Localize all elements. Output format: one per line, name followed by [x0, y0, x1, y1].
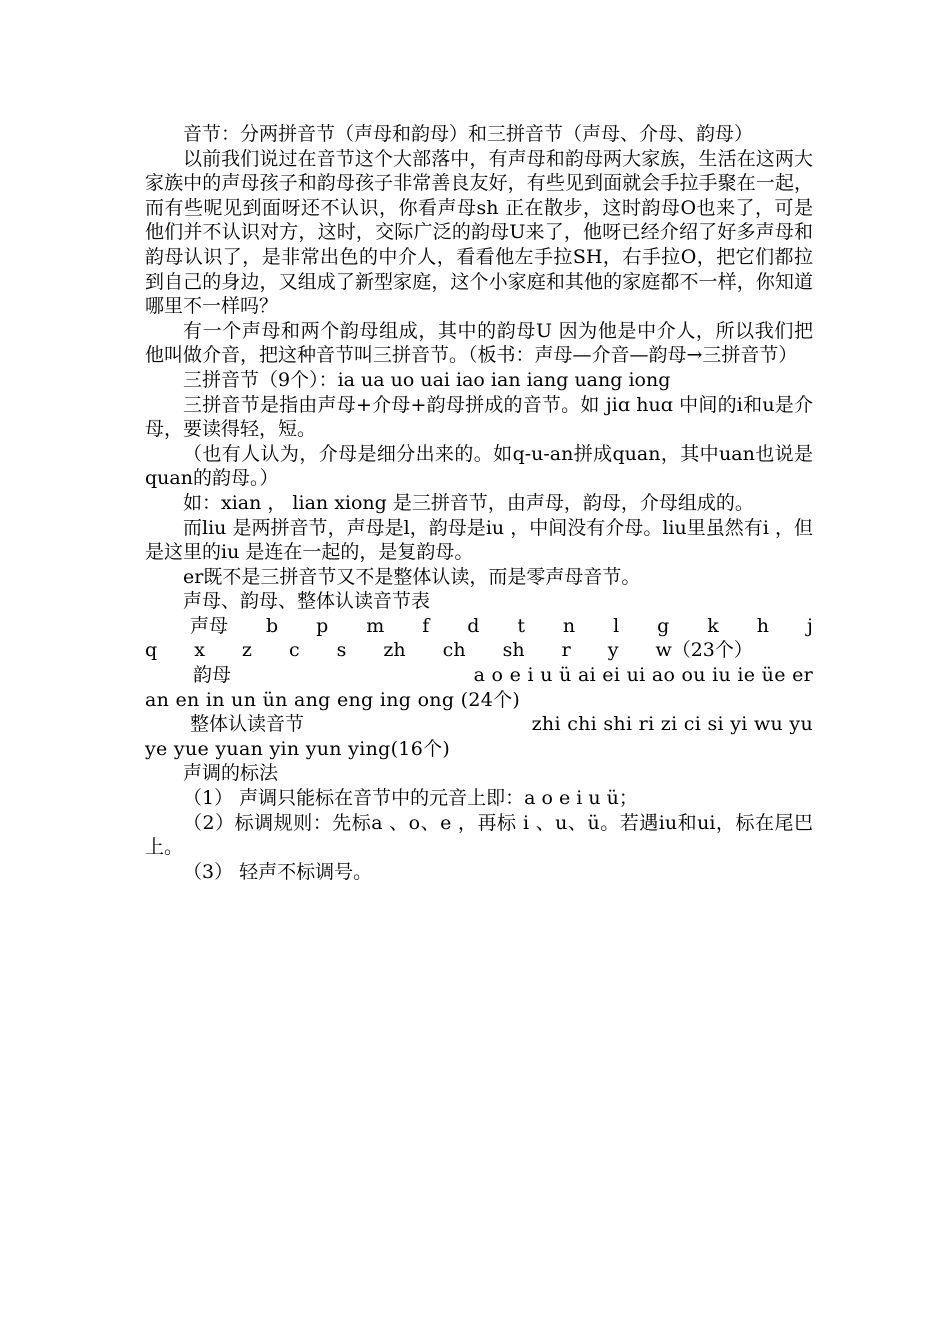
tone-rule-2: （2）标调规则：先标a 、o、e ，再标 i 、u、ü。若遇iu和ui，标在尾巴上。: [145, 811, 813, 859]
shengmu-item: t: [517, 614, 525, 637]
shengmu-item: x: [194, 639, 205, 662]
shengmu-item: f: [422, 614, 430, 637]
tone-rule-1: （1） 声调只能标在音节中的元音上即：a o e i u ü；: [183, 787, 638, 810]
shengmu-item: z: [241, 639, 252, 662]
table-heading: 声母、韵母、整体认读音节表: [183, 590, 431, 613]
shengmu-item: ch: [442, 639, 466, 662]
zhengti-label: 整体认读音节: [190, 713, 305, 736]
er-note: er既不是三拼音节又不是整体认读，而是零声母音节。: [183, 565, 641, 588]
syllable-definition: 音节：分两拼音节（声母和韵母）和三拼音节（声母、介母、韵母）: [183, 123, 754, 145]
shengmu-item: m: [366, 614, 385, 637]
shengmu-item: h: [756, 614, 769, 637]
shengmu-item: j: [806, 614, 813, 637]
shengmu-item: sh: [502, 639, 525, 662]
zhengti-list-1: zhi chi shi ri zi ci si yi wu yu: [531, 713, 813, 736]
document-body: [145, 122, 813, 884]
yunmu-list-2: an en in un ün ang eng ing ong (24个): [145, 688, 521, 711]
shengmu-item: k: [707, 614, 719, 637]
medial-explanation: 有一个声母和两个韵母组成，其中的韵母U 因为他是中介人，所以我们把他叫做介音，把这种音节叫三拼音节。（板书：声母—介音—韵母→三拼音节）: [145, 319, 813, 367]
tone-heading: 声调的标法: [183, 762, 279, 785]
shengmu-item: p: [316, 614, 329, 637]
shengmu-item: zh: [383, 639, 406, 662]
shengmu-item: b: [265, 614, 279, 637]
shengmu-item: s: [336, 639, 347, 662]
shengmu-row-1: [145, 614, 813, 639]
shengmu-item: l: [613, 614, 620, 637]
example-line: 如：xian ， lian xiong 是三拼音节，由声母，韵母，介母组成的。: [183, 491, 754, 514]
shengmu-item: q: [145, 639, 158, 662]
shengmu-item: g: [657, 614, 670, 637]
shengmu-row-2: [145, 638, 813, 663]
triple-syllable-list: 三拼音节（9个）：ia ua uo uai iao ian iang uang iong: [183, 368, 671, 391]
zhengti-row-2: [145, 737, 813, 762]
shengmu-label: 声母: [190, 614, 229, 637]
liu-explanation: 而liu 是两拼音节，声母是l，韵母是iu ，中间没有介母。liu里虽然有i ，但是这里的iu 是连在一起的，是复韵母。: [145, 516, 813, 564]
yunmu-row-2: [145, 688, 813, 713]
yunmu-list-1: a o e i u ü ai ei ui ao ou iu ie üe er: [473, 664, 813, 687]
triple-syllable-definition: 三拼音节是指由声母+介母+韵母拼成的音节。如 jiɑ huɑ 中间的i和u是介母，要读得轻，短。: [145, 393, 813, 441]
shengmu-item: n: [562, 614, 576, 637]
alternate-view-note: （也有人认为，介母是细分出来的。如q-u-an拼成quan，其中uan也说是quan的韵母。）: [145, 442, 813, 490]
shengmu-item: y: [607, 639, 619, 662]
shengmu-item: c: [288, 639, 300, 662]
yunmu-label: 韵母: [193, 664, 232, 687]
story-paragraph: 以前我们说过在音节这个大部落中，有声母和韵母两大家族，生活在这两大家族中的声母孩子和韵母孩子非常善良友好，有些见到面就会手拉手聚在一起，而有些呢见到面呀还不认识，你看声母sh 正在散步，这时韵母O也来了，可是他们并不认识对方，这时，交际广泛的韵母U来了，他呀已经介绍了好多声母和韵母认识了，是非常出色的中介人，看看他左手拉SH，右手拉O，把它们都拉到自己的身边，又组成了新型家庭，这个小家庭和其他的家庭都不一样，你知道哪里不一样吗？: [145, 147, 813, 318]
yunmu-row-1: [145, 663, 813, 688]
tone-rule-3: （3） 轻声不标调号。: [183, 860, 373, 883]
zhengti-list-2: ye yue yuan yin yun ying(16个): [145, 737, 451, 760]
zhengti-row-1: [145, 712, 813, 737]
shengmu-item: r: [561, 639, 571, 662]
shengmu-item: w（23个）: [655, 639, 753, 662]
shengmu-item: d: [467, 614, 480, 637]
